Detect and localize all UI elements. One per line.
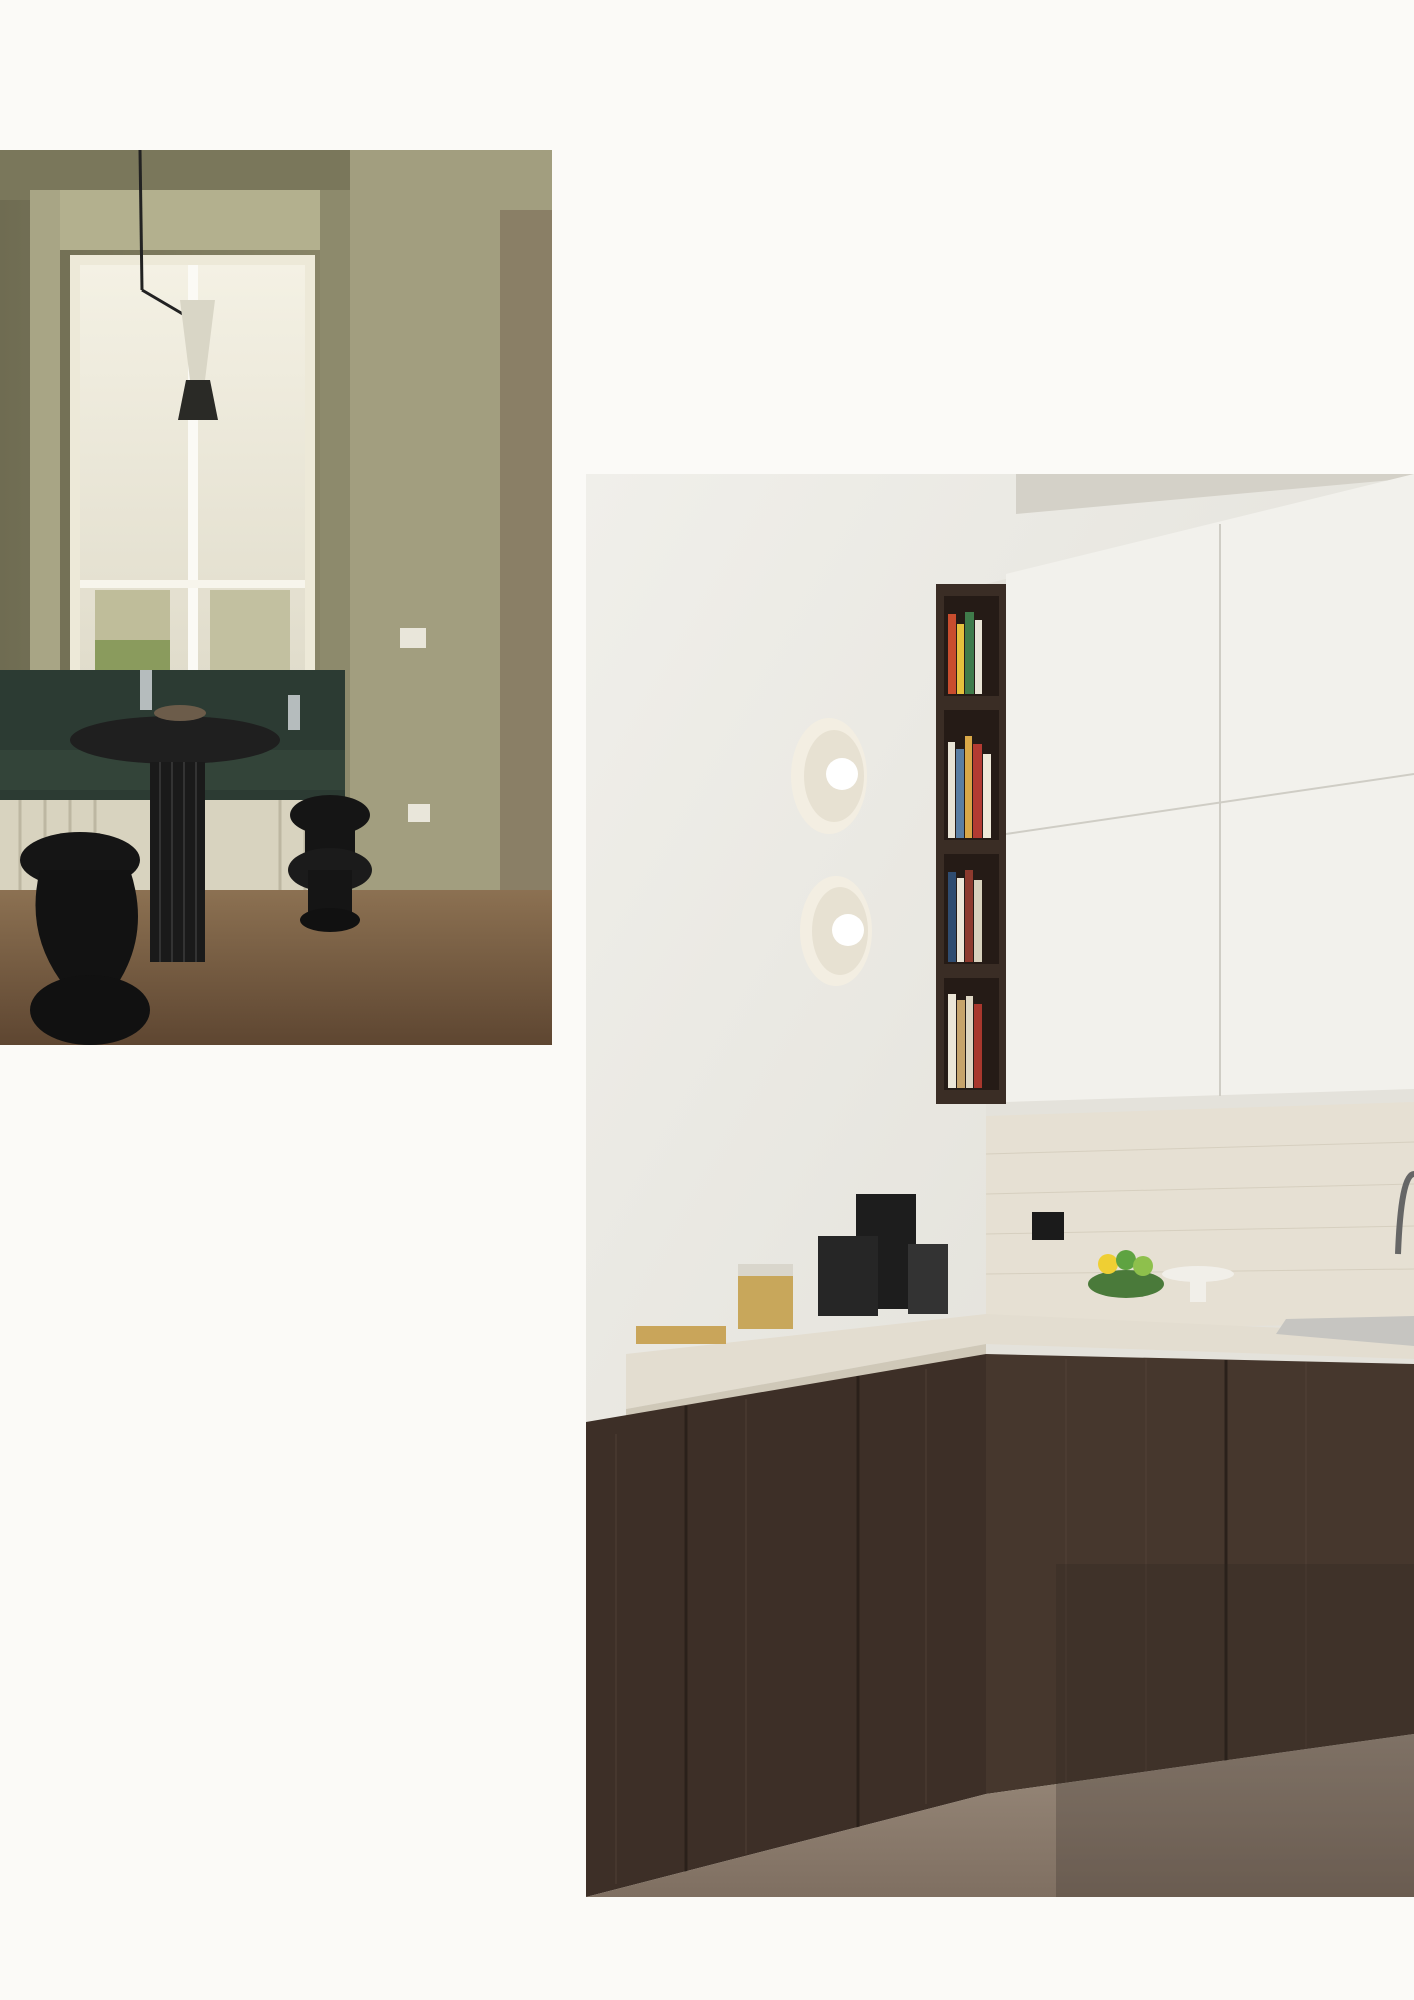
dining-nook-photo xyxy=(0,150,552,1045)
kitchen-illustration xyxy=(586,474,1414,1897)
kitchen-photo xyxy=(586,474,1414,1897)
dining-nook-illustration xyxy=(0,150,552,1045)
